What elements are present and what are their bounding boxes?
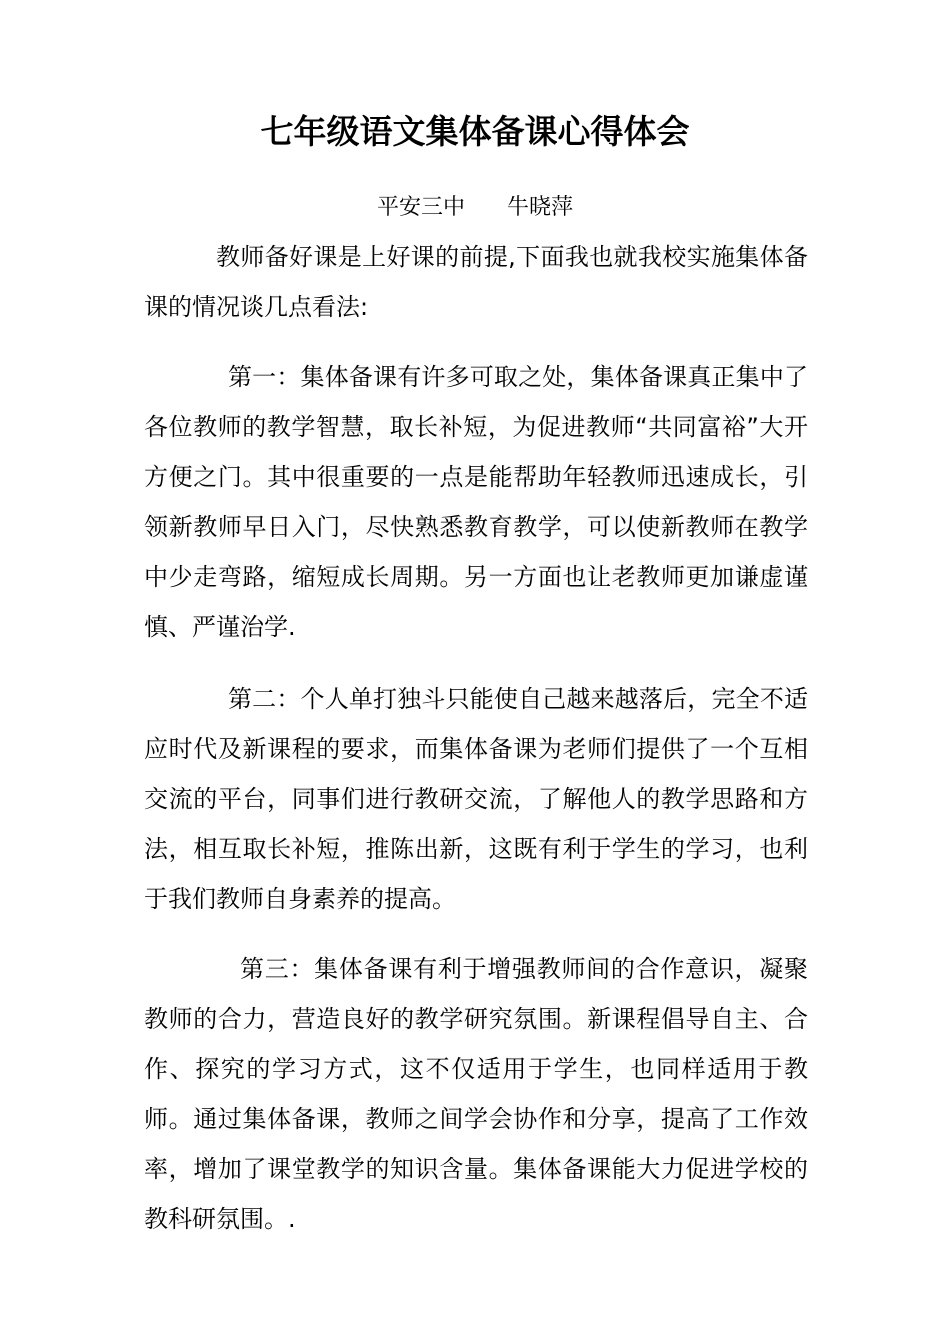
- paragraph-intro: 教师备好课是上好课的前提,下面我也就我校实施集体备课的情况谈几点看法:: [144, 243, 808, 321]
- paragraph-third-point: 第三：集体备课有利于增强教师间的合作意识，凝聚教师的合力，营造良好的教学研究氛围。新课程倡导自主、合作、探究的学习方式，这不仅适用于学生，也同样适用于教师。通过集体备课，教师之间学会协作和分享，提高了工作效率，增加了课堂教学的知识含量。集体备课能大力促进学校的教科研氛围。.: [144, 955, 808, 1233]
- paragraph-second-point: 第二：个人单打独斗只能使自己越来越落后，完全不适应时代及新课程的要求，而集体备课为老师们提供了一个互相交流的平台，同事们进行教研交流，了解他人的教学思路和方法，相互取长补短，推陈出新，这既有利于学生的学习，也利于我们教师自身素养的提高。: [144, 685, 808, 913]
- author-byline: 平安三中 牛晓萍: [377, 195, 573, 220]
- paragraph-first-point: 第一：集体备课有许多可取之处，集体备课真正集中了各位教师的教学智慧，取长补短，为促进教师“共同富裕”大开方便之门。其中很重要的一点是能帮助年轻教师迅速成长，引领新教师早日入门，尽快熟悉教育教学，可以使新教师在教学中少走弯路，缩短成长周期。另一方面也让老教师更加谦虚谨慎、严谨治学.: [144, 363, 808, 641]
- document-title: 七年级语文集体备课心得体会: [260, 112, 690, 151]
